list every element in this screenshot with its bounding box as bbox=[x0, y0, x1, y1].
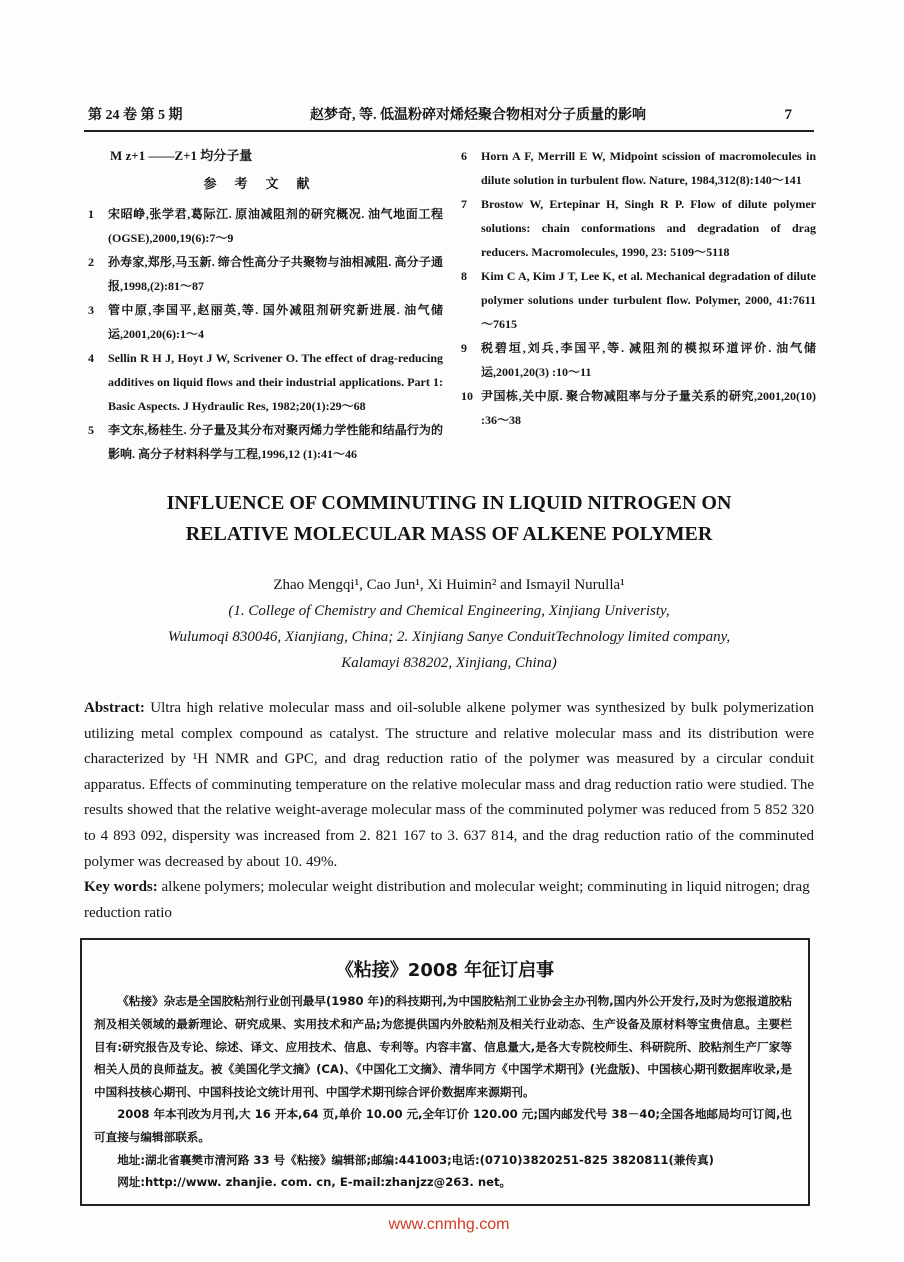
reference-number: 6 bbox=[461, 149, 467, 163]
journal-volume: 第 24 卷 第 5 期 bbox=[88, 108, 183, 123]
notice-address: 地址:湖北省襄樊市清河路 33 号《粘接》编辑部;邮编:441003;电话:(0710)3820251-825 3820811(兼传真) bbox=[117, 1152, 714, 1167]
reference-text: 宋昭峥,张学君,葛际江. 原油减阻剂的研究概况. 油气地面工程(OGSE),2000,19(6):7～9 bbox=[108, 207, 443, 245]
keywords-text: alkene polymers; molecular weight distribution and molecular weight; comminuting in liquid nitrogen; drag reduction ratio bbox=[84, 879, 810, 921]
paper-title bbox=[84, 488, 814, 550]
reference-text: 税碧垣,刘兵,李国平,等. 减阻剂的模拟环道评价. 油气储运,2001,20(3) :10～11 bbox=[481, 341, 816, 379]
keywords bbox=[84, 875, 814, 926]
references-right-column bbox=[461, 144, 816, 466]
subscription-notice-box bbox=[80, 938, 810, 1205]
reference-item bbox=[88, 202, 443, 250]
reference-item bbox=[461, 144, 816, 192]
reference-text: 管中原,李国平,赵丽英,等. 国外减阻剂研究新进展. 油气储运,2001,20(6):1～4 bbox=[108, 303, 443, 341]
reference-item bbox=[88, 418, 443, 466]
affiliation-line: Kalamayi 838202, Xinjiang, China) bbox=[341, 655, 557, 671]
references-heading: 参考文献 bbox=[203, 176, 328, 191]
keywords-label: Key words: bbox=[84, 879, 158, 896]
notice-title: 《粘接》2008 年征订启事 bbox=[335, 960, 555, 982]
reference-item bbox=[461, 264, 816, 336]
page-number: 7 bbox=[784, 107, 792, 123]
reference-number: 8 bbox=[461, 269, 467, 283]
author-list: Zhao Mengqi¹, Cao Jun¹, Xi Huimin² and Ismayil Nurulla¹ bbox=[273, 577, 625, 593]
abstract bbox=[84, 696, 814, 875]
notice-website: 网址:http://www. zhanjie. com. cn, E-mail:zhanjzz@263. net。 bbox=[117, 1175, 512, 1190]
reference-item bbox=[461, 336, 816, 384]
authors-block bbox=[84, 572, 814, 676]
title-line: RELATIVE MOLECULAR MASS OF ALKENE POLYMER bbox=[185, 523, 713, 545]
reference-text: 李文东,杨桂生. 分子量及其分布对聚丙烯力学性能和结晶行为的影响. 高分子材料科学与工程,1996,12 (1):41～46 bbox=[108, 423, 443, 461]
title-line: INFLUENCE OF COMMINUTING IN LIQUID NITROGEN ON bbox=[166, 492, 732, 514]
reference-number: 1 bbox=[88, 207, 94, 221]
reference-item bbox=[88, 250, 443, 298]
reference-number: 4 bbox=[88, 351, 94, 365]
abstract-label: Abstract: bbox=[84, 700, 145, 716]
reference-item bbox=[88, 298, 443, 346]
notice-paragraph: 《粘接》杂志是全国胶粘剂行业创刊最早(1980 年)的科技期刊,为中国胶粘剂工业协会主办刊物,国内外公开发行,及时为您报道胶粘剂及相关领域的最新理论、研究成果、实用技术和产品;为您提供国内外胶粘剂及相关行业动态、生产设备及原材料等宝贵信息。主要栏目有:研究报告及专论、综述、译文、应用技术、信息、专利等。内容丰富、信息量大,是各大专院校师生、科研院所、胶粘剂生产厂家等相关人员的良师益友。被《美国化学文摘》(CA)、《中国化工文摘》、清华同方《中国学术期刊》(光盘版)、中国核心期刊数据库收录,是中国科技核心期刊、中国科技论文统计用刊、中国学术期刊综合评价数据库来源期刊。 bbox=[94, 994, 792, 1099]
reference-text: Brostow W, Ertepinar H, Singh R P. Flow of dilute polymer solutions: chain conformations and degradation of drag reducers. Macromolecules, 1990, 23: 5109～5118 bbox=[481, 197, 816, 259]
reference-number: 2 bbox=[88, 255, 94, 269]
notice-paragraph: 2008 年本刊改为月刊,大 16 开本,64 页,单价 10.00 元,全年订价 120.00 元;国内邮发代号 38－40;全国各地邮局均可订阅,也可直接与编辑部联系。 bbox=[94, 1107, 792, 1144]
watermark: www.cnmhg.com bbox=[388, 1215, 510, 1233]
affiliation-line: Wulumoqi 830046, Xianjiang, China; 2. Xinjiang Sanye ConduitTechnology limited company, bbox=[167, 629, 731, 645]
running-header bbox=[84, 104, 814, 132]
affiliation-line: (1. College of Chemistry and Chemical Engineering, Xinjiang Univeristy, bbox=[228, 603, 670, 619]
abstract-text: Ultra high relative molecular mass and oil-soluble alkene polymer was synthesized by bulk polymerization utilizing metal complex compound as catalyst. The structure and relative molecular mass and its distribution were characterized by ¹H NMR and GPC, and drag reduction ratio of the polymer was measured by a circular conduit apparatus. Effects of comminuting temperature on the relative molecular mass and drag reduction ratio were studied. The results showed that the relative weight-average molecular mass of the comminuted polymer was reduced from 5 852 320 to 4 893 092, dispersity was increased from 2. 821 167 to 3. 637 814, and the drag reduction ratio of the comminuted polymer was decreased by about 10. 49%. bbox=[84, 700, 814, 870]
reference-text: 孙寿家,郑彤,马玉新. 缔合性高分子共聚物与油相减阻. 高分子通报,1998,(2):81～87 bbox=[108, 255, 443, 293]
reference-text: Sellin R H J, Hoyt J W, Scrivener O. The effect of drag-reducing additives on liquid flows and their industrial applications. Part 1: Basic Aspects. J Hydraulic Res, 1982;20(1):29～68 bbox=[108, 351, 443, 413]
reference-number: 7 bbox=[461, 197, 467, 211]
reference-number: 10 bbox=[461, 389, 473, 403]
reference-text: Kim C A, Kim J T, Lee K, et al. Mechanical degradation of dilute polymer solutions under turbulent flow. Polymer, 2000, 41:7611～7615 bbox=[481, 269, 816, 331]
reference-text: Horn A F, Merrill E W, Midpoint scission of macromolecules in dilute solution in turbulent flow. Nature, 1984,312(8):140～141 bbox=[481, 149, 816, 187]
reference-item bbox=[461, 192, 816, 264]
references-left-column bbox=[88, 144, 443, 466]
reference-number: 9 bbox=[461, 341, 467, 355]
reference-item bbox=[461, 384, 816, 432]
reference-item bbox=[88, 346, 443, 418]
running-title: 赵梦奇, 等. 低温粉碎对烯烃聚合物相对分子质量的影响 bbox=[310, 108, 646, 123]
reference-number: 3 bbox=[88, 303, 94, 317]
symbol-definition: M z+1 ——Z+1 均分子量 bbox=[110, 148, 253, 163]
reference-text: 尹国栋,关中原. 聚合物减阻率与分子量关系的研究,2001,20(10) :36～38 bbox=[481, 389, 816, 427]
references-section bbox=[84, 144, 814, 466]
reference-number: 5 bbox=[88, 423, 94, 437]
